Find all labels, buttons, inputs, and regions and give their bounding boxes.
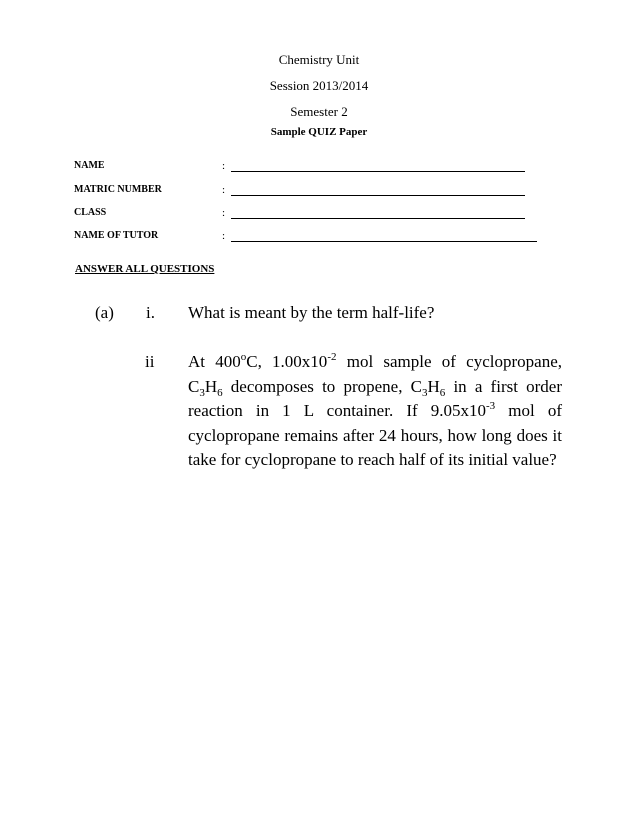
- subquestion-1-number: i.: [146, 303, 155, 322]
- class-answer-line[interactable]: [231, 218, 523, 219]
- class-field[interactable]: [74, 207, 534, 223]
- name-label: NAME: [74, 160, 105, 171]
- class-colon: :: [222, 207, 226, 219]
- paper-title: Sample QUIZ Paper: [270, 126, 368, 138]
- subquestion-2-text: At 400$^o$C, $1.00x10^{-2}$ mol sample of cyclopropane, $C_3H_6$ decomposes to propene, $C_3H_6$ in a first order reaction in 1 L container. If $9.05x10^{-3}$ mol of cyclopropane remains after 24 hours, how long does it take for cyclopropane to reach half of its initial value?: [188, 351, 562, 469]
- subquestion-1-text: What is meant by the term half-life?: [188, 303, 435, 322]
- question-part-label: (a): [95, 303, 114, 322]
- matric-number-field[interactable]: [74, 184, 534, 200]
- matric-number-label: MATRIC NUMBER: [74, 184, 162, 195]
- tutor-field[interactable]: [74, 230, 534, 246]
- unit-title: Chemistry Unit: [278, 52, 360, 67]
- semester-label: Semester 2: [290, 104, 348, 119]
- class-label: CLASS: [74, 207, 107, 218]
- subquestion-2-number: ii: [145, 352, 155, 371]
- name-answer-line[interactable]: [231, 171, 523, 172]
- name-field[interactable]: [74, 160, 534, 176]
- matric-colon: :: [222, 184, 226, 196]
- instruction-heading: ANSWER ALL QUESTIONS: [75, 263, 215, 275]
- session-label: Session 2013/2014: [269, 78, 369, 93]
- tutor-colon: :: [222, 230, 226, 242]
- matric-answer-line[interactable]: [231, 195, 523, 196]
- tutor-answer-line[interactable]: [231, 241, 537, 242]
- tutor-label: NAME OF TUTOR: [74, 230, 159, 241]
- name-colon: :: [222, 160, 226, 172]
